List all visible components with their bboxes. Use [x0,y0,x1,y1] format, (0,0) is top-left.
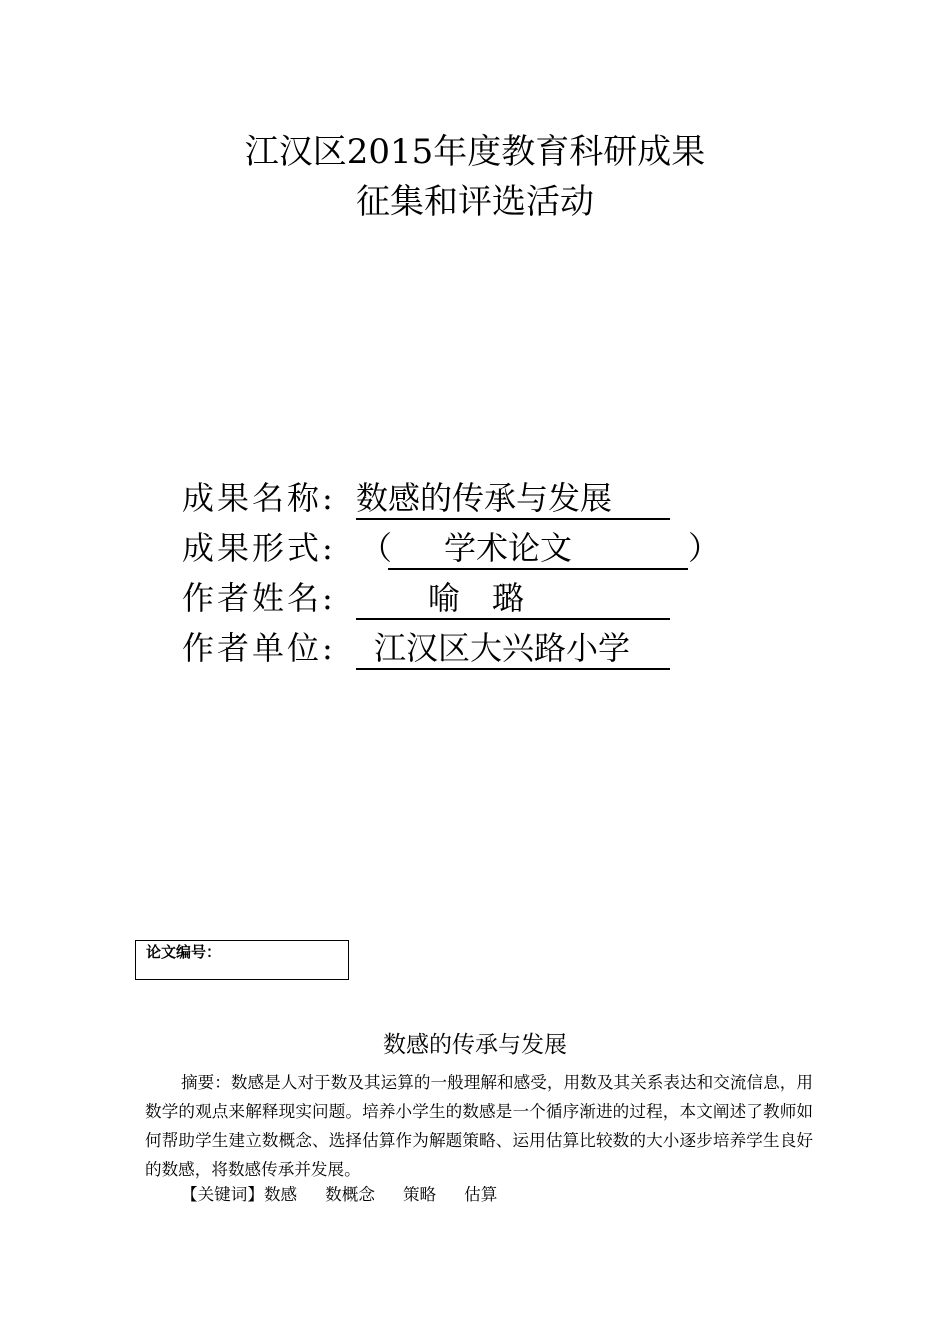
achievement-form-label: 成果形式: [182,529,336,567]
cover-title-line-1: 江汉区2015年度教育科研成果 [244,132,706,172]
achievement-form-value: 学术论文 [444,529,573,567]
achievement-name-value: 数感的传承与发展 [356,479,613,517]
keyword-item: 数感 [263,1185,298,1204]
achievement-name-field [356,476,670,520]
author-unit-label: 作者单位: [182,629,336,667]
paper-abstract: 摘要：数感是人对于数及其运算的一般理解和感受，用数及其关系表达和交流信息，用数学的观点来解释现实问题。培养小学生的数感是一个循序渐进的过程，本文阐述了教师如何帮助学生建立数概念、选择估算作为解题策略、运用估算比较数的大小逐步培养学生良好的数感，将数感传承并发展。 [145,1073,813,1179]
close-paren: ） [688,529,721,567]
keywords-label: 【关键词】 [181,1185,264,1204]
author-name-label: 作者姓名: [182,579,336,617]
author-name-field [356,576,670,620]
paper-title: 数感的传承与发展 [383,1032,567,1058]
open-paren: （ [360,529,393,567]
keyword-item: 数概念 [325,1185,375,1204]
cover-title-line-2: 征集和评选活动 [356,182,594,222]
keyword-item: 估算 [464,1185,498,1204]
author-name-value: 喻 璐 [428,579,525,617]
author-unit-field [356,626,670,670]
author-unit-value: 江汉区大兴路小学 [374,629,631,667]
paper-code-box [135,940,349,980]
keyword-item: 策略 [402,1185,437,1204]
paper-code-label: 论文编号： [146,943,222,961]
paper-keywords [181,1180,525,1209]
achievement-name-label: 成果名称: [182,479,336,517]
achievement-form-field [388,526,688,570]
